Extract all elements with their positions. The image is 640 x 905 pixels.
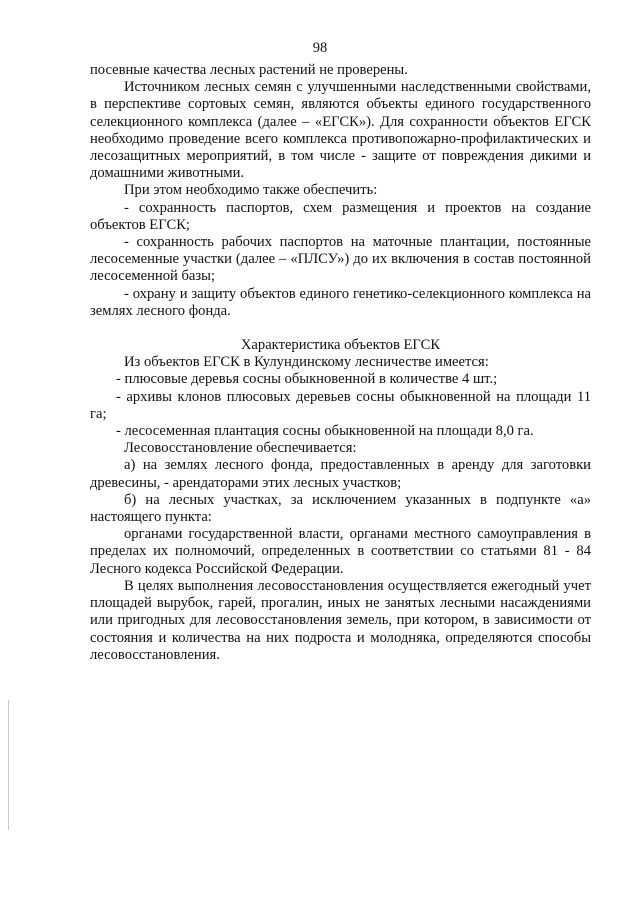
- paragraph-reforestation: Лесовосстановление обеспечивается:: [124, 440, 357, 457]
- list-item-b-other-plots: б) на лесных участках, за исключением указанных в подпункте «а» настоящего пункта:: [90, 491, 591, 526]
- list-item-passports: - сохранность паспортов, схем размещения и проектов на создание объектов ЕГСК;: [90, 199, 591, 233]
- page-number: 98: [312, 40, 328, 56]
- list-item-plus-trees: - плюсовые деревья сосны обыкновенной в количестве 4 шт.;: [116, 371, 498, 388]
- paragraph-egsk-objects: Из объектов ЕГСК в Кулундинскому лесничестве имеется:: [124, 354, 489, 371]
- paragraph-seed-sources: Источником лесных семян с улучшенными наследственными свойствами, в перспективе сортовых семян, являются объекты единого государственного селекционного комплекса (далее – «ЕГСК»). Для сохранности объектов ЕГСК необходимо проведение всего комплекса противопожарно-профилактических и лесозащитных мероприятий, в том числе - защите от повреждения дикими и домашними животными.: [90, 79, 591, 182]
- paragraph-also-ensure: При этом необходимо также обеспечить:: [124, 182, 378, 199]
- list-item-protection: - охрану и защиту объектов единого генетико-селекционного комплекса на землях лесного фонда.: [90, 285, 591, 319]
- list-item-seed-plantation: - лесосеменная плантация сосны обыкновенной на площади 8,0 га.: [116, 423, 534, 440]
- list-item-clone-archives: - архивы клонов плюсовых деревьев сосны обыкновенной на площади 11 га;: [90, 388, 591, 422]
- paragraph-continuation: посевные качества лесных растений не проверены.: [90, 62, 408, 78]
- list-item-a-leased-lands: а) на землях лесного фонда, предоставленных в аренду для заготовки древесины, - арендаторами этих лесных участков;: [90, 457, 591, 491]
- section-heading: Характеристика объектов ЕГСК: [240, 337, 441, 354]
- paragraph-authorities: органами государственной власти, органами местного самоуправления в пределах их полномочий, определенных в соответствии со статьями 81 - 84 Лесного кодекса Российской Федерации.: [90, 526, 591, 577]
- list-item-working-passports: - сохранность рабочих паспортов на маточные плантации, постоянные лесосеменные участки (далее – «ПЛСУ») до их включения в состав постоянной лесосеменной базы;: [90, 234, 591, 285]
- document-body: [90, 62, 591, 664]
- paragraph-annual-accounting: В целях выполнения лесовосстановления осуществляется ежегодный учет площадей вырубок, гарей, прогалин, иных не занятых лесными насаждениями или пригодных для лесовосстановления земель, при котором, в зависимости от состояния и количества на них подроста и молодняка, определяются способы лесовосстановления.: [90, 577, 591, 663]
- scan-edge-line: [8, 700, 9, 830]
